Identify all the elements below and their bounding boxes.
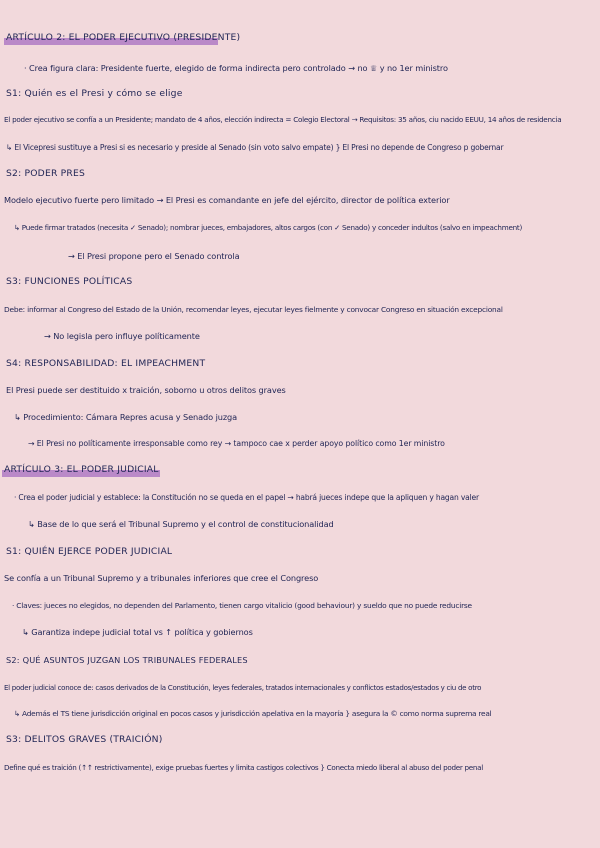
section-s4-text: El Presi puede ser destituido x traición, soborno u otros delitos graves bbox=[6, 385, 286, 395]
section-s4-title: S4: RESPONSABILIDAD: EL IMPEACHMENT bbox=[6, 358, 206, 369]
section-j2-title: S2: QUÉ ASUNTOS JUZGAN LOS TRIBUNALES FEDERALES bbox=[6, 655, 248, 665]
section-j1-keys: · Claves: jueces no elegidos, no dependen del Parlamento, tienen cargo vitalicio (good behaviour) y sueldo que no puede reducirse bbox=[12, 601, 472, 610]
section-s2-control: → El Presi propone pero el Senado controla bbox=[68, 251, 240, 261]
article-2-title: ARTÍCULO 2: EL PODER EJECUTIVO (PRESIDENTE) bbox=[6, 32, 241, 43]
section-j1-guarantee: ↳ Garantiza indepe judicial total vs ↑ política y gobiernos bbox=[22, 627, 253, 637]
article-3-title: ARTÍCULO 3: EL PODER JUDICIAL bbox=[4, 464, 159, 475]
section-s3-text: Debe: informar al Congreso del Estado de la Unión, recomendar leyes, ejecutar leyes fielmente y convocar Congreso en situación excepcional bbox=[4, 305, 503, 314]
section-s2-treaties: ↳ Puede firmar tratados (necesita ✓ Senado); nombrar jueces, embajadores, altos cargos (con ✓ Senado) y conceder indultos (salvo en impeachment) bbox=[14, 223, 523, 232]
section-s4-note: → El Presi no políticamente irresponsable como rey → tampoco cae x perder apoyo político como 1er ministro bbox=[28, 439, 445, 448]
section-j3-text: Define qué es traición (↑↑ restrictivamente), exige pruebas fuertes y limita castigos colectivos } Conecta miedo liberal al abuso del poder penal bbox=[4, 763, 483, 772]
section-s1-text: El poder ejecutivo se confía a un Presidente; mandato de 4 años, elección indirecta = Colegio Electoral → Requisitos: 35 años, ciu nacido EEUU, 14 años de residencia bbox=[4, 115, 562, 124]
article-3-intro: · Crea el poder judicial y establece: la Constitución no se queda en el papel → habrá jueces indepe que la apliquen y hagan valer bbox=[14, 493, 479, 502]
section-j2-text: El poder judicial conoce de: casos derivados de la Constitución, leyes federales, tratados internacionales y conflictos estados/estados y ciu de otro bbox=[4, 683, 482, 692]
section-s3-title: S3: FUNCIONES POLÍTICAS bbox=[6, 276, 133, 287]
section-j2-ts: ↳ Además el TS tiene jurisdicción original en pocos casos y jurisdicción apelativa en la mayoría } asegura la © como norma suprema real bbox=[14, 709, 492, 718]
section-s1-vice: ↳ El Vicepresi sustituye a Presi si es necesario y preside al Senado (sin voto salvo empate) } El Presi no depende de Congreso p gobernar bbox=[6, 143, 504, 152]
section-s4-procedure: ↳ Procedimiento: Cámara Repres acusa y Senado juzga bbox=[14, 412, 238, 422]
article-3-base: ↳ Base de lo que será el Tribunal Supremo y el control de constitucionalidad bbox=[28, 519, 334, 529]
article-2-intro: · Crea figura clara: Presidente fuerte, elegido de forma indirecta pero controlado → no ♕ y no 1er ministro bbox=[24, 63, 448, 73]
section-s1-title: S1: Quién es el Presi y cómo se elige bbox=[6, 88, 183, 99]
section-j1-text: Se confía a un Tribunal Supremo y a tribunales inferiores que cree el Congreso bbox=[4, 573, 319, 583]
section-s3-note: → No legisla pero influye políticamente bbox=[44, 331, 200, 341]
section-s2-text: Modelo ejecutivo fuerte pero limitado → El Presi es comandante en jefe del ejército, director de política exterior bbox=[4, 195, 450, 205]
section-s2-title: S2: PODER PRES bbox=[6, 168, 86, 179]
section-j1-title: S1: QUIÉN EJERCE PODER JUDICIAL bbox=[6, 546, 173, 557]
section-j3-title: S3: DELITOS GRAVES (TRAICIÓN) bbox=[6, 734, 163, 745]
